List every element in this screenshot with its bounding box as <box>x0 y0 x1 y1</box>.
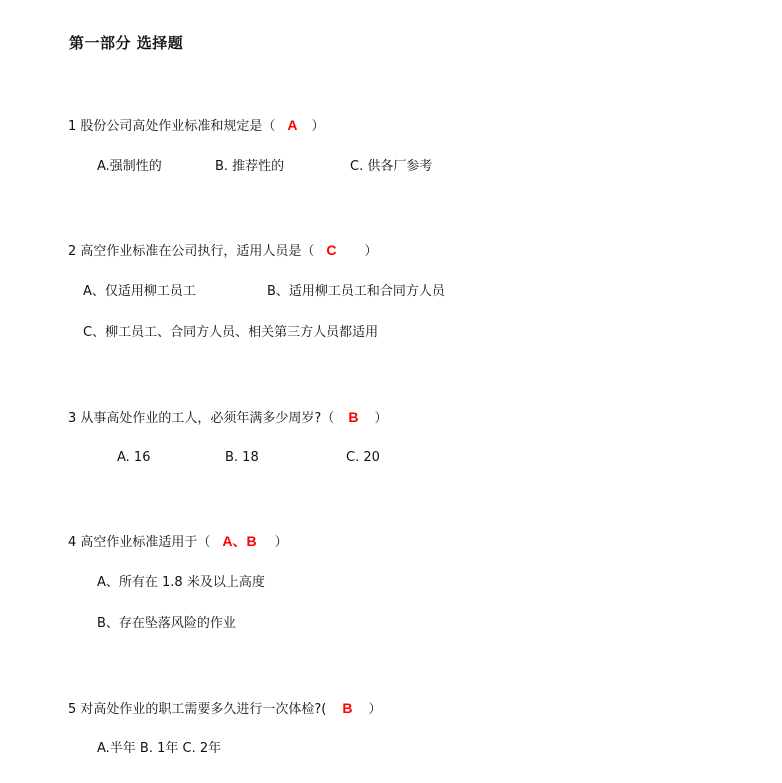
option-3c: C. 20 <box>346 450 380 465</box>
question-close: ） <box>364 244 378 259</box>
option-1b: B. 推荐性的 <box>215 159 285 174</box>
question-4 <box>68 532 288 552</box>
answer-mark: C <box>326 242 337 258</box>
section-title: 第一部分 选择题 <box>69 34 184 52</box>
question-close: ） <box>374 411 388 426</box>
answer-mark: B <box>348 409 359 425</box>
question-text: 2 高空作业标准在公司执行，适用人员是（ <box>68 244 315 259</box>
option-1c: C. 供各厂参考 <box>350 159 433 174</box>
question-text: 5 对高处作业的职工需要多久进行一次体检?( <box>68 702 327 717</box>
question-text: 3 从事高处作业的工人，必须年满多少周岁?（ <box>68 411 335 426</box>
option-3b: B. 18 <box>225 450 259 465</box>
answer-mark: A、B <box>222 533 257 549</box>
option-2b: B、适用柳工员工和合同方人员 <box>267 284 445 299</box>
question-close: ） <box>274 535 288 550</box>
question-close: ） <box>311 119 325 134</box>
question-2 <box>68 241 378 261</box>
question-close: ） <box>368 702 382 717</box>
option-2c: C、柳工员工、合同方人员、相关第三方人员都适用 <box>83 325 379 340</box>
option-5-all: A.半年 B. 1年 C. 2年 <box>97 741 222 756</box>
option-4b: B、存在坠落风险的作业 <box>97 616 236 631</box>
option-1a: A.强制性的 <box>97 159 162 174</box>
question-text: 1 股份公司高处作业标准和规定是（ <box>68 119 276 134</box>
option-2a: A、仅适用柳工员工 <box>83 284 196 299</box>
answer-mark: B <box>342 700 353 716</box>
option-4a: A、所有在 1.8 米及以上高度 <box>97 575 265 590</box>
answer-mark: A <box>287 117 298 133</box>
option-3a: A. 16 <box>117 450 151 465</box>
question-3 <box>68 408 387 428</box>
question-1 <box>68 116 325 136</box>
question-text: 4 高空作业标准适用于（ <box>68 535 211 550</box>
question-5 <box>68 699 382 719</box>
